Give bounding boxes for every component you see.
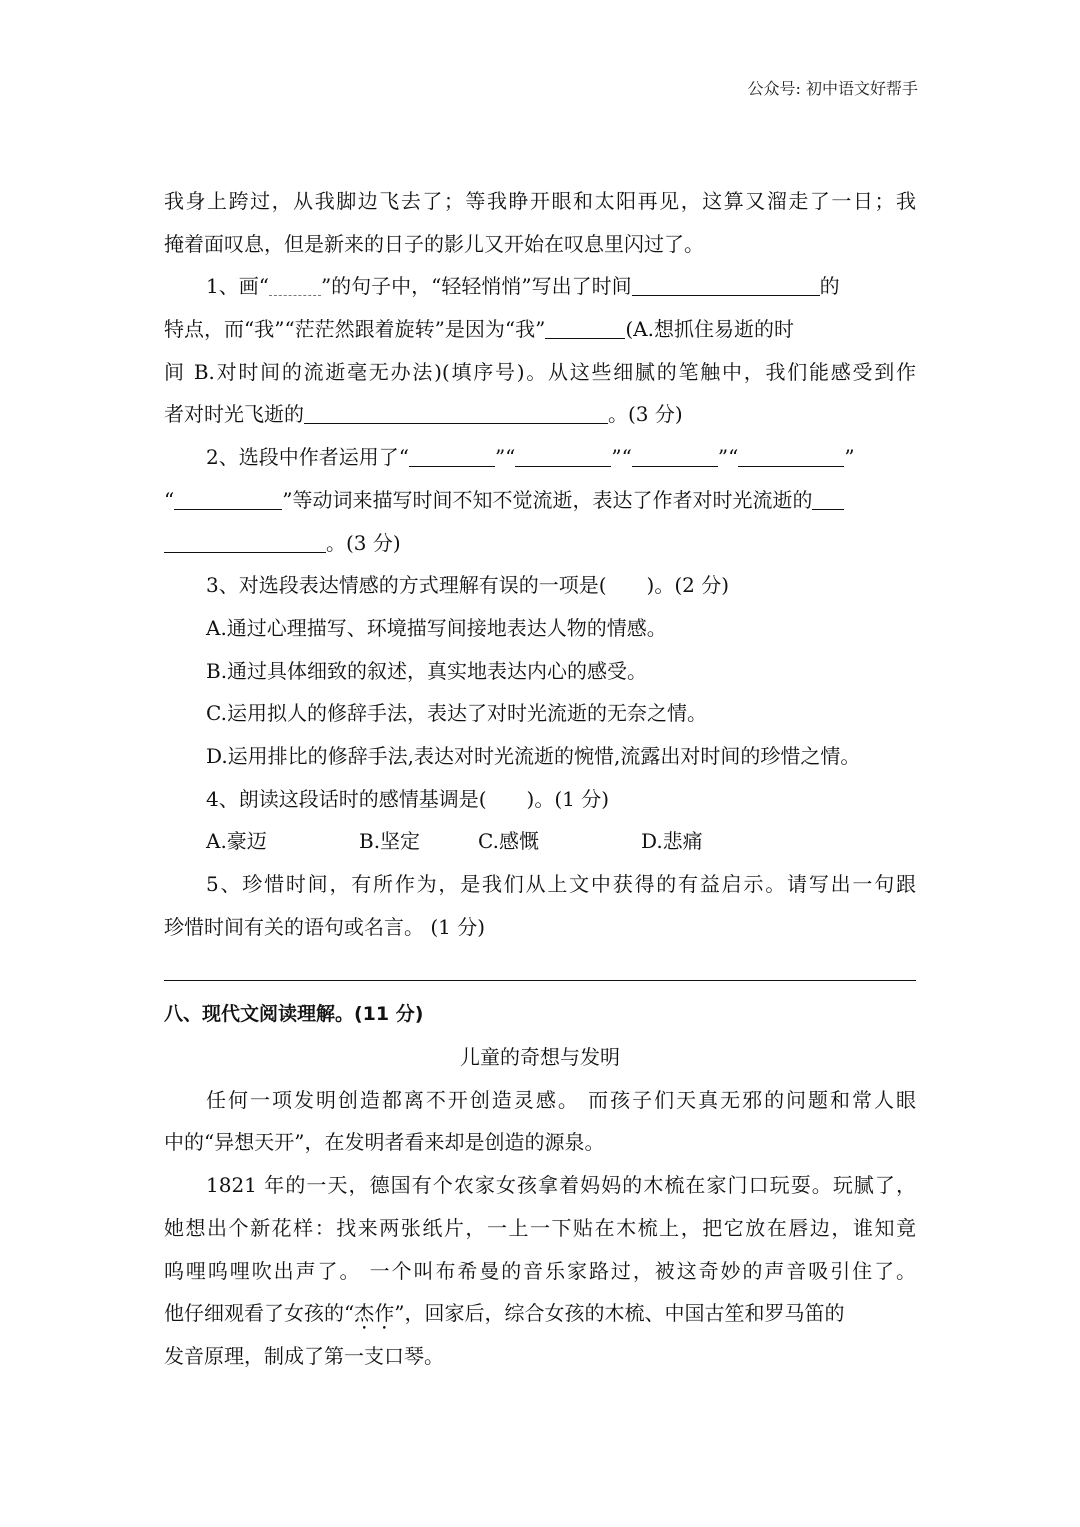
article-paragraph-2-line: 她想出个新花样：找来两张纸片，一上一下贴在木梳上，把它放在唇边，谁知竟 <box>164 1215 916 1240</box>
passage-line: 掩着面叹息，但是新来的日子的影儿又开始在叹息里闪过了。 <box>164 231 704 256</box>
page-header: 公众号: 初中语文好帮手 <box>747 79 918 98</box>
answer-blank[interactable] <box>409 446 495 467</box>
answer-blank[interactable] <box>632 446 718 467</box>
question-4-options <box>164 820 916 863</box>
emphasis-char: 作 <box>374 1301 395 1326</box>
question-3-option-a: A.通过心理描写、环境描写间接地表达人物的情感。 <box>206 615 667 640</box>
question-5-line-1: 5、珍惜时间，有所作为，是我们从上文中获得的有益启示。请写出一句跟 <box>206 872 916 896</box>
question-4-option-a: A.豪迈 <box>206 829 267 854</box>
article-paragraph-1-line: 中的“异想天开”，在发明者看来却是创造的源泉。 <box>164 1130 605 1155</box>
question-4-option-d: D.悲痛 <box>641 829 703 854</box>
answer-blank[interactable] <box>738 446 844 467</box>
question-3-option-d: D.运用排比的修辞手法,表达对时光流逝的惋惜,流露出对时间的珍惜之情。 <box>206 743 861 768</box>
question-1-line-1: 1、画“ ”的句子中，“轻轻悄悄”写出了时间 的 <box>206 274 840 299</box>
question-4-option-c: C.感慨 <box>478 829 539 854</box>
answer-blank[interactable] <box>515 446 611 467</box>
answer-blank[interactable] <box>632 275 820 296</box>
document-page <box>164 180 916 1378</box>
question-1-line-2: 特点，而“我”“茫茫然跟着旋转”是因为“我” (A.想抓住易逝的时 <box>164 317 794 342</box>
answer-blank[interactable] <box>812 489 844 510</box>
answer-line[interactable] <box>164 980 916 981</box>
article-paragraph-2-line: 发音原理，制成了第一支口琴。 <box>164 1343 444 1368</box>
answer-blank[interactable] <box>304 403 608 424</box>
section-heading: 八、现代文阅读理解。(11 分) <box>164 1003 424 1026</box>
question-4-stem: 4、朗读这段话时的感情基调是( )。(1 分) <box>206 786 610 811</box>
answer-blank[interactable] <box>174 489 282 510</box>
question-4-option-b: B.坚定 <box>359 829 421 854</box>
article-paragraph-1-line: 任何一项发明创造都离不开创造灵感。 而孩子们天真无邪的问题和常人眼 <box>206 1087 916 1112</box>
question-1-line-4: 者对时光飞逝的 。(3 分) <box>164 402 683 427</box>
article-paragraph-2-line: 他仔细观看了女孩的“杰作”，回家后，综合女孩的木梳、中国古笙和罗马笛的 <box>164 1301 845 1326</box>
question-3-stem: 3、对选段表达情感的方式理解有误的一项是( )。(2 分) <box>206 573 730 598</box>
question-1-line-3: 间 B.对时间的流逝毫无办法)(填序号)。从这些细腻的笔触中，我们能感受到作 <box>164 359 916 384</box>
question-2-line-1: 2、选段中作者运用了“ ”“ ”“ ”“ ” <box>206 445 855 470</box>
question-3-option-b: B.通过具体细致的叙述，真实地表达内心的感受。 <box>206 658 648 683</box>
question-2-line-2: “ ”等动词来描写时间不知不觉流逝，表达了作者对时光流逝的 <box>164 479 916 522</box>
article-title: 儿童的奇想与发明 <box>460 1045 620 1070</box>
article-paragraph-2-line: 呜哩呜哩吹出声了。 一个叫布希曼的音乐家路过，被这奇妙的声音吸引住了。 <box>164 1258 916 1283</box>
question-3-option-c: C.运用拟人的修辞手法，表达了对时光流逝的无奈之情。 <box>206 701 707 726</box>
question-2-line-3: 。(3 分) <box>164 522 916 565</box>
answer-blank[interactable] <box>545 318 625 339</box>
article-paragraph-2-line: 1821 年的一天，德国有个农家女孩拿着妈妈的木梳在家门口玩耍。玩腻了， <box>206 1173 916 1198</box>
underline-mark-sample <box>269 275 321 296</box>
passage-line: 我身上跨过，从我脚边飞去了；等我睁开眼和太阳再见，这算又溜走了一日；我 <box>164 189 916 213</box>
answer-blank[interactable] <box>164 532 326 553</box>
question-5-line-2: 珍惜时间有关的语句或名言。 (1 分) <box>164 914 486 939</box>
emphasis-char: 杰 <box>354 1301 375 1326</box>
